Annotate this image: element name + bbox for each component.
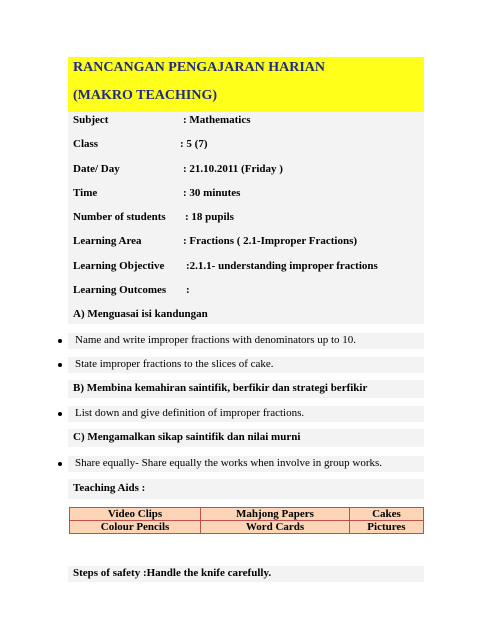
detail-label: Number of students [73, 211, 166, 223]
detail-label: Date/ Day [73, 163, 120, 175]
detail-label: Learning Objective [73, 260, 165, 272]
list-item-text: State improper fractions to the slices of cake. [75, 358, 274, 370]
teaching-aids-heading: Teaching Aids : [73, 482, 146, 494]
detail-label: Subject [73, 114, 109, 126]
document-subtitle: (MAKRO TEACHING) [73, 88, 218, 103]
table-cell: Mahjong Papers [201, 508, 350, 521]
detail-label: Learning Area [73, 235, 142, 247]
bullet-icon [58, 339, 62, 343]
bullet-icon [58, 462, 62, 466]
safety-note: Steps of safety :Handle the knife carefully. [73, 567, 272, 579]
detail-value: : [186, 284, 190, 296]
outcome-heading-b: B) Membina kemahiran saintifik, berfikir dan strategi berfikir [73, 382, 368, 394]
list-item [0, 406, 495, 422]
detail-value: : 21.10.2011 (Friday ) [183, 163, 283, 175]
detail-value: : 5 (7) [180, 138, 208, 150]
detail-label: Class [73, 138, 99, 150]
detail-label: Time [73, 187, 98, 199]
document-title: RANCANGAN PENGAJARAN HARIAN [73, 60, 325, 75]
detail-label: Learning Outcomes [73, 284, 167, 296]
table-cell: Video Clips [70, 508, 201, 521]
table-cell: Colour Pencils [70, 521, 201, 534]
title-block [68, 57, 424, 112]
table-cell: Pictures [349, 521, 423, 534]
list-item [0, 333, 495, 349]
list-item [0, 456, 495, 472]
outcome-heading-a: A) Menguasai isi kandungan [73, 308, 208, 320]
list-item [0, 357, 495, 373]
table-row [70, 508, 424, 521]
detail-value: : 30 minutes [183, 187, 241, 199]
outcome-heading-c: C) Mengamalkan sikap saintifik dan nilai murni [73, 431, 301, 443]
detail-value: : Mathematics [183, 114, 251, 126]
detail-value: : 18 pupils [185, 211, 234, 223]
list-item-text: Name and write improper fractions with denominators up to 10. [75, 334, 357, 346]
teaching-aids-table [69, 507, 424, 534]
list-item-text: Share equally- Share equally the works when involve in group works. [75, 457, 383, 469]
table-row [70, 521, 424, 534]
table-cell: Cakes [349, 508, 423, 521]
list-item-text: List down and give definition of improper fractions. [75, 407, 305, 419]
bullet-icon [58, 412, 62, 416]
table-cell: Word Cards [201, 521, 350, 534]
bullet-icon [58, 363, 62, 367]
detail-value: :2.1.1- understanding improper fractions [186, 260, 378, 272]
detail-value: : Fractions ( 2.1-Improper Fractions) [183, 235, 358, 247]
